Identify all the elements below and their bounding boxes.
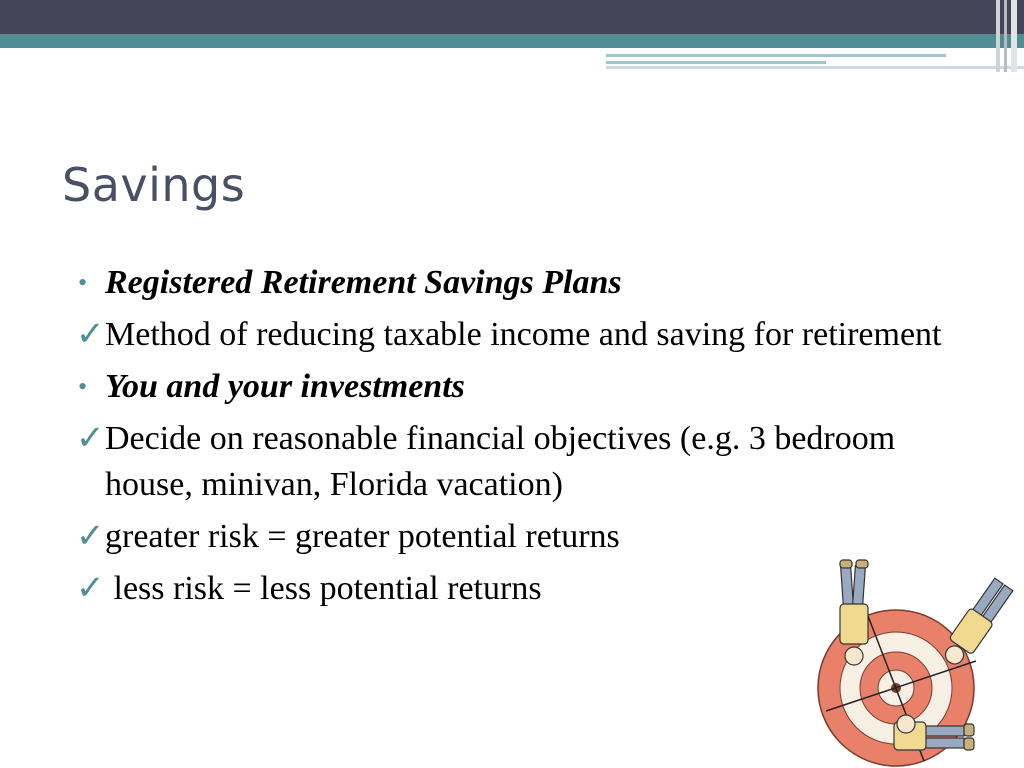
checkmark-icon: ✓ [76,518,105,555]
check-text: less risk = less potential returns [105,570,542,607]
bullet-icon: • [78,268,88,297]
check-text: Decide on reasonable financial objectives (e.g. 3 bedroom house, minivan, Florida vacation) [105,420,896,503]
target-with-people-clipart [806,556,1024,768]
bullet-text: Registered Retirement Savings Plans [105,264,622,301]
corner-stripes [1011,0,1017,72]
corner-stripes [1004,0,1007,72]
check-text: Method of reducing taxable income and saving for retirement [105,316,942,353]
check-text: greater risk = greater potential returns [105,518,620,555]
check-item [76,416,976,508]
bullet-item [76,364,976,410]
bullet-icon: • [78,372,88,401]
header-accent-stripe [0,34,1024,48]
bullet-item [76,260,976,306]
slide-title: Savings [62,158,246,212]
bullet-text: You and your investments [105,368,465,405]
checkmark-icon: ✓ [76,570,105,607]
corner-stripes [996,0,1000,72]
checkmark-icon: ✓ [76,420,105,457]
checkmark-icon: ✓ [76,316,105,353]
check-item [76,514,976,560]
check-item [76,312,976,358]
header-bar [0,0,1024,34]
